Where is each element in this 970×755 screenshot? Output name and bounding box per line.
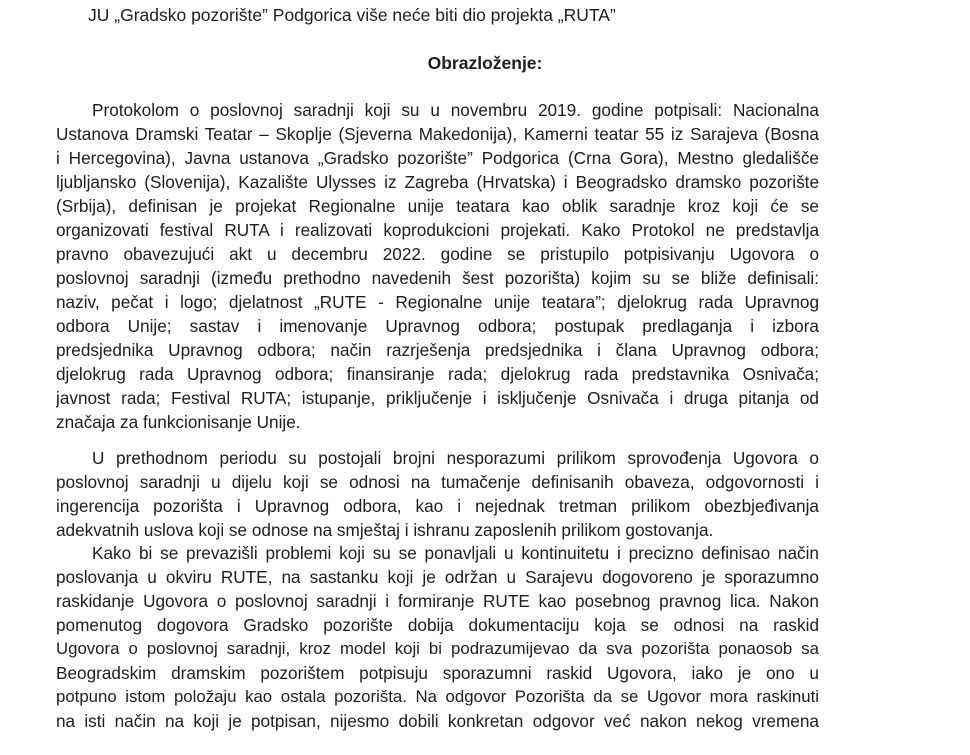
paragraph-line: Ugovora o poslovnoj saradnji, kroz model koji bi podrazumijevao da sva pozorišta ponaosob sa [56,639,819,658]
paragraph-line: javnost rada; Festival RUTA; istupanje, priključenje i isključenje Osnivača i druga pitanja od [56,388,819,408]
paragraph-line: poslovanja u okviru RUTE, na sastanku koji je održan u Sarajevu dogovoreno je sporazumno [56,567,819,587]
paragraph-line: organizovati festival RUTA i realizovati koprodukcioni projekati. Kako Protokol ne predstavlja [56,220,819,240]
paragraph-line: ljubljansko (Slovenija), Kazalište Ulysses iz Zagreba (Hrvatska) i Beogradsko dramsko pozorište [56,172,819,192]
paragraph-line: ingerencija pozorišta i Upravnog odbora, kao i nejednak tretman prilikom obezbjeđivanja [56,496,819,516]
paragraph-line: predsjednika Upravnog odbora; način razrješenja predsjednika i člana Upravnog odbora; [56,340,819,360]
document-title: JU „Gradsko pozorište” Podgorica više neće biti dio projekta „RUTA” [88,5,616,25]
paragraph-line: djelokrug rada Upravnog odbora; finansiranje rada; djelokrug rada predstavnika Osnivača; [56,364,819,384]
paragraph-line: i Hercegovina), Javna ustanova „Gradsko pozorište” Podgorica (Crna Gora), Mestno gledališče [56,148,819,168]
paragraph-line: pravno obavezujući akt u decembru 2022. godine se pristupilo potpisivanju Ugovora o [56,244,819,264]
paragraph-line: pomenutog dogovora Gradsko pozorište dobija dokumentaciju koja se odnosi na raskid [56,615,819,635]
paragraph-line: poslovnoj saradnji (između prethodno navedenih šest pozorišta) kojim su se bliže definisali: [56,268,819,288]
paragraph-line: značaja za funkcionisanje Unije. [56,412,301,432]
paragraph-raskid [56,541,819,733]
paragraph-line: raskidanje Ugovora o poslovnoj saradnji i formiranje RUTE kao posebnog pravnog lica. Nakon [56,591,819,611]
paragraph-line: Protokolom o poslovnoj saradnji koji su u novembru 2019. godine potpisali: Nacionalna [92,100,819,120]
paragraph-nesporazumi [56,446,819,542]
paragraph-line: odbora Unije; sastav i imenovanje Upravnog odbora; postupak predlaganja i izbora [56,316,819,336]
paragraph-line: naziv, pečat i logo; djelatnost „RUTE - Regionalne unije teatara”; djelokrug rada Upravnog [56,292,819,312]
paragraph-line: poslovnoj saradnji u dijelu koji se odnosi na tumačenje definisanih obaveza, odgovornosti i [56,472,819,492]
paragraph-line: Kako bi se prevazišli problemi koji su se ponavljali u kontinuitetu i precizno definisao način [92,543,819,563]
paragraph-line: potpuno istom položaju kao ostala pozorišta. Na odgovor Pozorišta da se Ugovor mora raskinuti [56,687,819,706]
paragraph-line: adekvatnih uslova koji se odnose na smještaj i ishranu zaposlenih prilikom gostovanja. [56,520,714,540]
paragraph-line: (Srbija), definisan je projekat Regionalne unije teatara kao oblik saradnje kroz koji će se [56,196,819,216]
paragraph-line: U prethodnom periodu su postojali brojni nesporazumi prilikom sprovođenja Ugovora o [92,448,819,468]
paragraph-line: Ustanova Dramski Teatar – Skoplje (Sjeverna Makedonija), Kamerni teatar 55 iz Sarajeva (Bosna [56,124,819,144]
paragraph-line: Beogradskim dramskim pozorištem potpisuju sporazumni raskid Ugovora, iako je ono u [56,663,819,683]
paragraph-protokol [56,98,819,434]
paragraph-line: na isti način na koji je potpisan, nijesmo dobili konkretan odgovor već nakon nekog vremena [56,711,819,731]
section-heading: Obrazloženje: [427,53,543,73]
